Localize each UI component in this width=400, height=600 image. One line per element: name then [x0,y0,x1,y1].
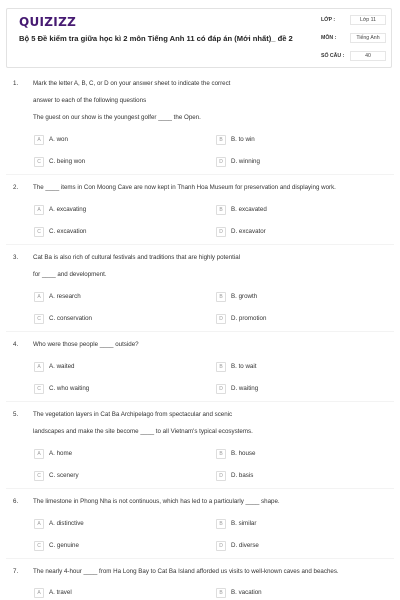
question-count-value: 40 [350,51,386,61]
answer-option-a[interactable] [34,361,74,372]
option-letter-box: B [216,519,226,529]
question-number: 6. [13,498,19,505]
answer-option-d[interactable] [216,383,258,394]
question-text: The limestone in Phong Nha is not continuous, which has led to a particularly ____ shape. [33,498,280,505]
option-text: A. waited [49,363,75,370]
answer-option-b[interactable] [216,204,267,215]
option-letter-box: D [216,384,226,394]
question-number: 2. [13,184,19,191]
answer-option-b[interactable] [216,448,255,459]
option-letter-box: A [34,135,44,145]
option-letter-box: A [34,519,44,529]
answer-option-d[interactable] [216,470,253,481]
option-text: A. won [49,136,68,143]
question-divider [6,174,394,175]
question-text: Mark the letter A, B, C, or D on your answer sheet to indicate the correct [33,80,231,87]
quizizz-logo: QUIZIZZ [19,15,77,29]
question-divider [6,244,394,245]
option-letter-box: D [216,541,226,551]
question-text: The vegetation layers in Cat Ba Archipelago from spectacular and scenic [33,411,233,418]
question-text: landscapes and make the site become ____ to all Vietnam's typical ecosystems. [33,428,253,435]
question-text: Cat Ba is also rich of cultural festivals and traditions that are highly potential [33,254,241,261]
answer-option-a[interactable] [34,518,84,529]
question-text: The guest on our show is the youngest golfer ____ the Open. [33,114,201,121]
option-letter-box: D [216,157,226,167]
option-letter-box: C [34,314,44,324]
option-text: A. research [49,293,81,300]
option-text: C. being won [49,158,86,165]
answer-option-d[interactable] [216,156,260,167]
answer-option-c[interactable] [34,156,85,167]
answer-option-b[interactable] [216,134,255,145]
option-letter-box: C [34,157,44,167]
subject-label: MÔN : [321,35,337,41]
answer-option-b[interactable] [216,291,257,302]
question-text: for ____ and development. [33,271,107,278]
question-count-label: SỐ CÂU : [321,53,345,59]
answer-option-c[interactable] [34,383,89,394]
option-text: D. waiting [231,385,259,392]
option-letter-box: C [34,227,44,237]
option-text: C. conservation [49,315,92,322]
answer-option-a[interactable] [34,134,68,145]
option-letter-box: B [216,292,226,302]
option-text: B. house [231,450,256,457]
option-text: B. growth [231,293,258,300]
answer-option-d[interactable] [216,540,259,551]
option-text: D. basis [231,472,254,479]
option-letter-box: D [216,471,226,481]
option-text: D. winning [231,158,260,165]
question-divider [6,488,394,489]
question-text: The ____ items in Con Moong Cave are now kept in Thanh Hoa Museum for preservation and displaying work. [33,184,336,191]
answer-option-c[interactable] [34,540,79,551]
option-letter-box: D [216,314,226,324]
option-letter-box: A [34,205,44,215]
option-letter-box: B [216,205,226,215]
question-number: 1. [13,80,19,87]
answer-option-d[interactable] [216,226,266,237]
answer-option-b[interactable] [216,587,262,598]
subject-value: Tiếng Anh [350,33,386,43]
option-text: C. genuine [49,542,79,549]
option-letter-box: C [34,471,44,481]
worksheet-title: Bộ 5 Đề kiểm tra giữa học kì 2 môn Tiếng Anh 11 có đáp án (Mới nhất)_ đề 2 [19,34,293,43]
option-text: D. diverse [231,542,259,549]
question-number: 3. [13,254,19,261]
question-number: 5. [13,411,19,418]
question-text: The nearly 4-hour ____ from Ha Long Bay to Cat Ba Island afforded us visits to well-known caves and beaches. [33,568,339,575]
option-text: B. to wait [231,363,257,370]
option-text: B. excavated [231,206,267,213]
answer-option-c[interactable] [34,470,79,481]
option-text: C. excavation [49,228,87,235]
answer-option-d[interactable] [216,313,266,324]
question-text: answer to each of the following questions [33,97,147,104]
question-divider [6,558,394,559]
option-letter-box: B [216,449,226,459]
option-text: C. who waiting [49,385,90,392]
option-text: A. travel [49,589,72,596]
option-letter-box: A [34,292,44,302]
option-letter-box: A [34,588,44,598]
option-text: B. similar [231,520,257,527]
answer-option-a[interactable] [34,448,72,459]
answer-option-c[interactable] [34,226,87,237]
option-letter-box: B [216,135,226,145]
option-letter-box: B [216,362,226,372]
answer-option-c[interactable] [34,313,92,324]
question-number: 7. [13,568,19,575]
option-text: B. vacation [231,589,262,596]
class-label: LỚP : [321,17,336,23]
option-letter-box: B [216,588,226,598]
question-number: 4. [13,341,19,348]
class-value: Lớp 11 [350,15,386,25]
question-divider [6,401,394,402]
option-text: C. scenery [49,472,79,479]
worksheet-header [6,8,392,68]
answer-option-a[interactable] [34,587,72,598]
option-text: A. home [49,450,73,457]
answer-option-a[interactable] [34,291,81,302]
option-text: A. distinctive [49,520,84,527]
option-letter-box: C [34,384,44,394]
option-letter-box: A [34,362,44,372]
answer-option-b[interactable] [216,518,256,529]
option-letter-box: C [34,541,44,551]
answer-option-a[interactable] [34,204,86,215]
option-letter-box: A [34,449,44,459]
option-text: D. excavator [231,228,266,235]
option-letter-box: D [216,227,226,237]
option-text: D. promotion [231,315,267,322]
answer-option-b[interactable] [216,361,256,372]
option-text: A. excavating [49,206,87,213]
question-text: Who were those people ____ outside? [33,341,139,348]
question-divider [6,331,394,332]
option-text: B. to win [231,136,255,143]
